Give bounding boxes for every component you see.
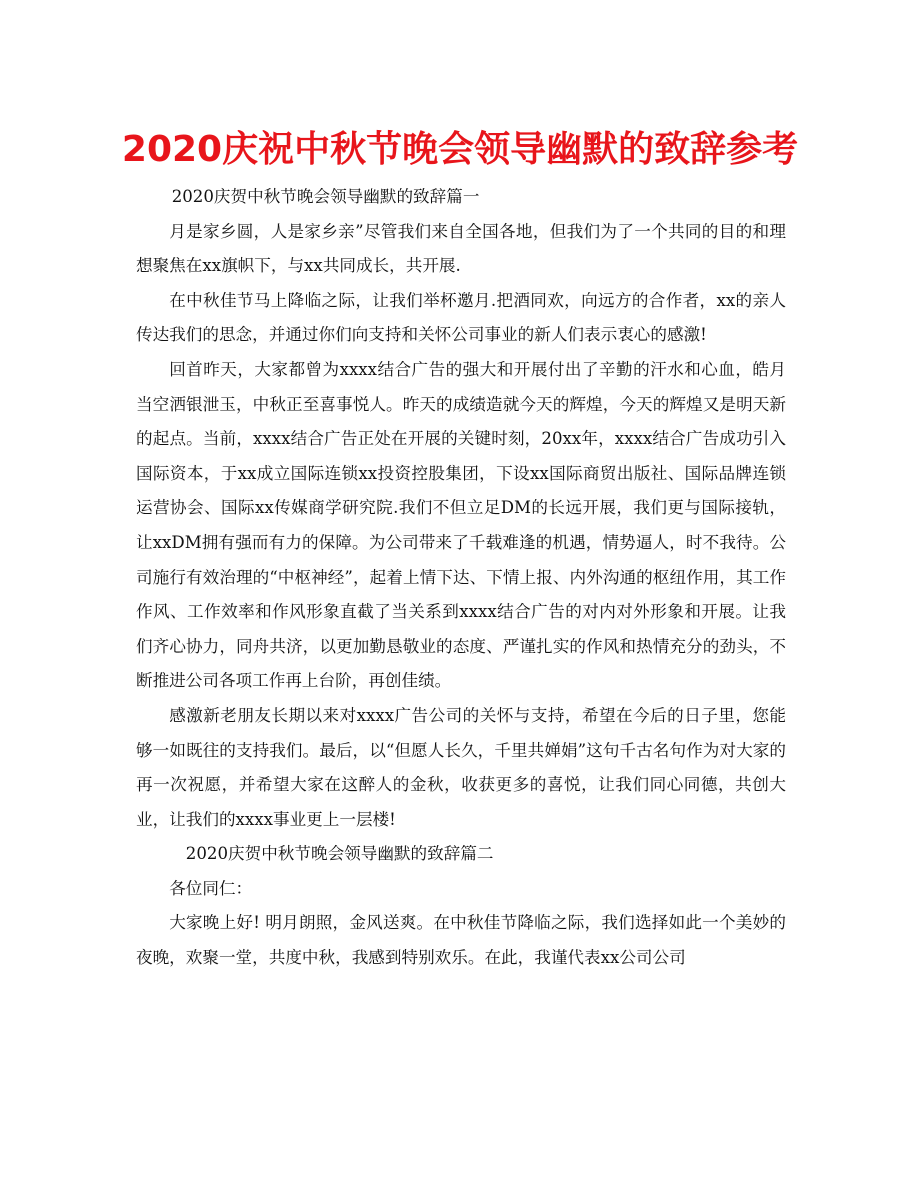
paragraph: 感激新老朋友长期以来对xxxx广告公司的关怀与支持，希望在今后的日子里，您能够一如既往的支持我们。最后，以“但愿人长久，千里共婵娟”这句千古名句作为对大家的再一次祝愿，并希望大家在这醉人的金秋，收获更多的喜悦，让我们同心同德，共创大业，让我们的xxxx事业更上一层楼! [136, 705, 786, 829]
paragraph: 在中秋佳节马上降临之际，让我们举杯邀月.把酒同欢，向远方的合作者，xx的亲人传达我们的思念，并通过你们向支持和关怀公司事业的新人们表示衷心的感激! [136, 290, 786, 345]
section-heading-2: 2020庆贺中秋节晚会领导幽默的致辞篇二 [185, 844, 494, 864]
section-heading-1: 2020庆贺中秋节晚会领导幽默的致辞篇一 [171, 187, 480, 206]
paragraph: 月是家乡圆，人是家乡亲”尽管我们来自全国各地，但我们为了一个共同的目的和理想聚焦在xx旗帜下，与xx共同成长，共开展. [136, 221, 786, 276]
document-title: 2020庆祝中秋节晚会领导幽默的致辞参考 [121, 129, 799, 170]
paragraph: 大家晚上好! 明月朗照，金风送爽。在中秋佳节降临之际，我们选择如此一个美妙的夜晚，欢聚一堂，共度中秋，我感到特别欢乐。在此，我谨代表xx公司公司 [136, 913, 786, 968]
salutation: 各位同仁： [169, 878, 253, 898]
document-body [136, 180, 786, 976]
paragraph: 回首昨天，大家都曾为xxxx结合广告的强大和开展付出了辛勤的汗水和心血，皓月当空洒银泄玉，中秋正至喜事悦人。昨天的成绩造就今天的辉煌，今天的辉煌又是明天新的起点。当前，xxxx结合广告正处在开展的关键时刻，20xx年，xxxx结合广告成功引入国际资本，于xx成立国际连锁xx投资控股集团，下设xx国际商贸出版社、国际品牌连锁运营协会、国际xx传媒商学研究院.我们不但立足DM的长远开展，我们更与国际接轨，让xxDM拥有强而有力的保障。为公司带来了千载难逢的机遇，情势逼人，时不我待。公司施行有效治理的“中枢神经”，起着上情下达、下情上报、内外沟通的枢纽作用，其工作作风、工作效率和作风形象直截了当关系到xxxx结合广告的对内对外形象和开展。让我们齐心协力，同舟共济，以更加勤恳敬业的态度、严谨扎实的作风和热情充分的劲头，不断推进公司各项工作再上台阶，再创佳绩。 [136, 359, 786, 691]
